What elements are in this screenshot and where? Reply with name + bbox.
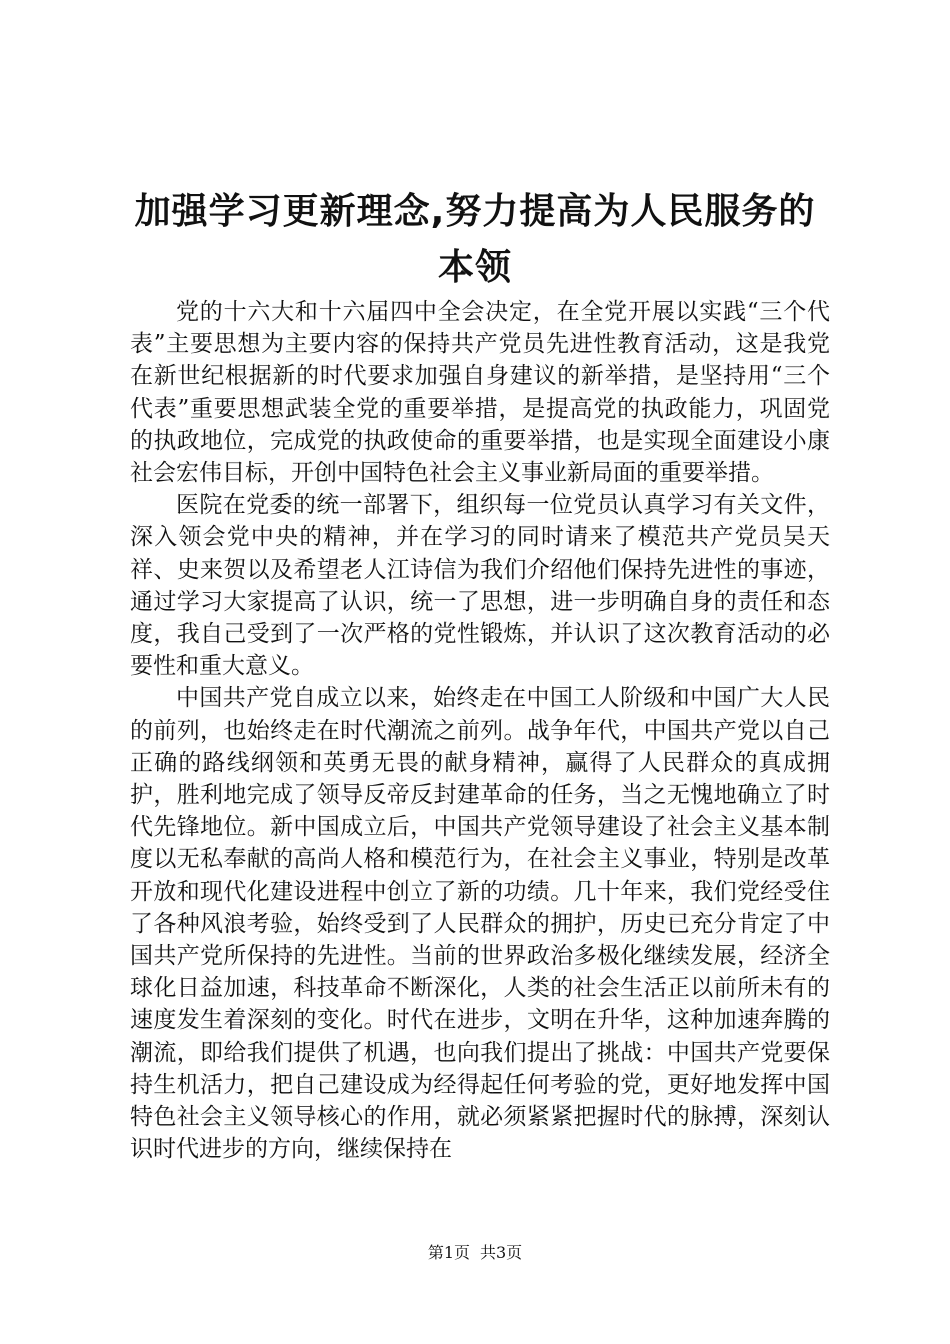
paragraph-1: 党的十六大和十六届四中全会决定，在全党开展以实践“三个代表”主要思想为主要内容的保持共产党员先进性教育活动，这是我党在新世纪根据新的时代要求加强自身建议的新举措，是坚持用“三个代表”重要思想武装全党的重要举措，是提高党的执政能力，巩固党的执政地位，完成党的执政使命的重要举措，也是实现全面建设小康社会宏伟目标，开创中国特色社会主义事业新局面的重要举措。 [130, 299, 830, 487]
paragraph-2: 医院在党委的统一部署下，组织每一位党员认真学习有关文件，深入领会党中央的精神，并在学习的同时请来了模范共产党员吴天祥、史来贺以及希望老人江诗信为我们介绍他们保持先进性的事迹，通过学习大家提高了认识，统一了思想，进一步明确自身的责任和态度，我自己受到了一次严格的党性锻炼，并认识了这次教育活动的必要性和重大意义。 [130, 492, 830, 680]
document-title: 加强学习更新理念,努力提高为人民服务的本领 [134, 191, 816, 289]
page-footer [0, 1243, 950, 1263]
document-body [130, 296, 830, 1165]
page-number-total: 共3页 [480, 1243, 523, 1262]
page-number-current: 第1页 [427, 1243, 470, 1262]
paragraph-3: 中国共产党自成立以来，始终走在中国工人阶级和中国广大人民的前列，也始终走在时代潮流之前列。战争年代，中国共产党以自己正确的路线纲领和英勇无畏的献身精神，赢得了人民群众的真成拥护，胜利地完成了领导反帝反封建革命的任务，当之无愧地确立了时代先锋地位。新中国成立后，中国共产党领导建设了社会主义基本制度以无私奉献的高尚人格和模范行为，在社会主义事业，特别是改革开放和现代化建设进程中创立了新的功绩。几十年来，我们党经受住了各种风浪考验，始终受到了人民群众的拥护，历史已充分肯定了中国共产党所保持的先进性。当前的世界政治多极化继续发展，经济全球化日益加速，科技革命不断深化，人类的社会生活正以前所未有的速度发生着深刻的变化。时代在进步，文明在升华，这种加速奔腾的潮流，即给我们提供了机遇，也向我们提出了挑战：中国共产党要保持生机活力，把自己建设成为经得起任何考验的党，更好地发挥中国特色社会主义领导核心的作用，就必须紧紧把握时代的脉搏，深刻认识时代进步的方向，继续保持在 [130, 685, 830, 1163]
